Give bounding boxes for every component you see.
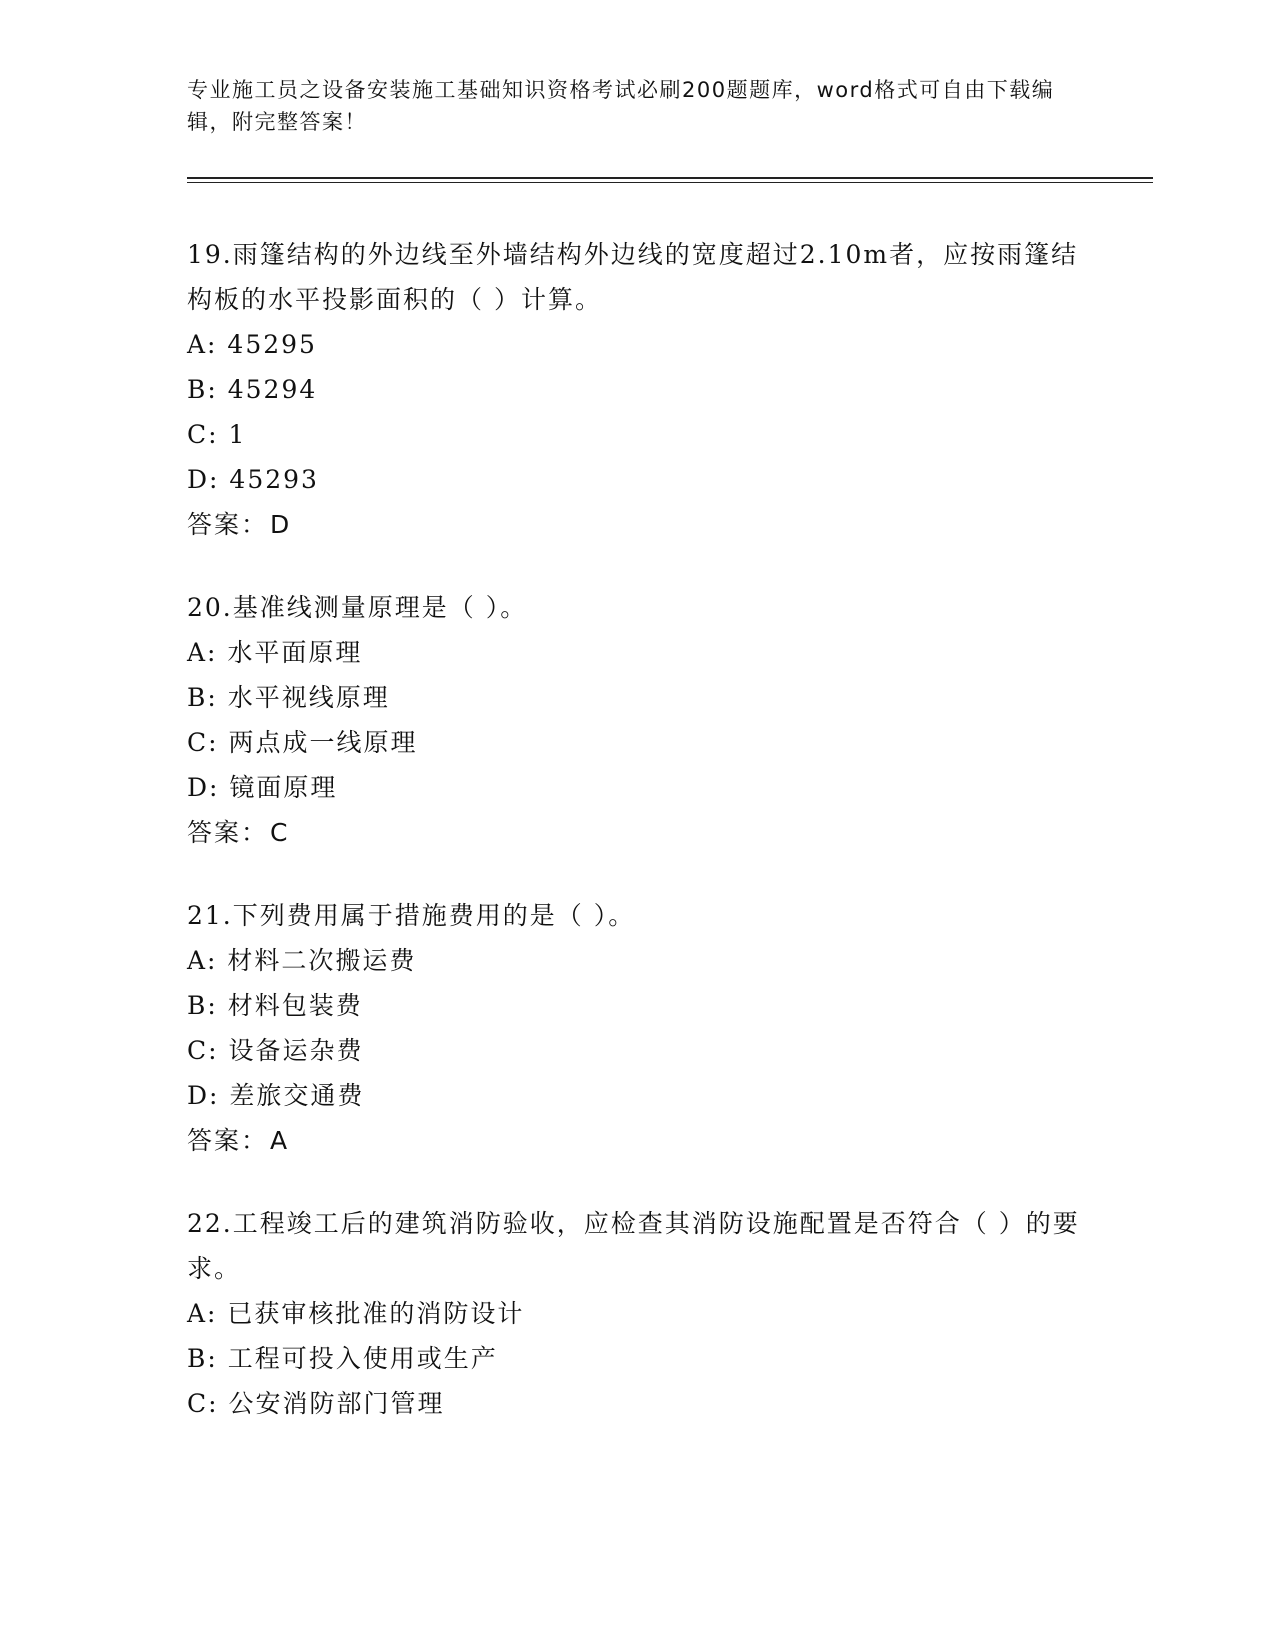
question-22 [187,1201,1087,1426]
option-c: C: 两点成一线原理 [187,728,418,757]
answer-line [187,502,1087,547]
option-a: A: 45295 [187,330,317,359]
answer-value: D [270,510,292,539]
option-c: C: 设备运杂费 [187,1036,364,1065]
option-a: A: 已获审核批准的消防设计 [187,1299,525,1328]
question-stem: 20.基准线测量原理是（ ）。 [187,593,528,622]
header-rule-thin [187,182,1153,183]
option-c: C: 公安消防部门管理 [187,1389,445,1418]
question-20 [187,585,1087,855]
option-b: B: 45294 [187,375,318,404]
answer-line [187,810,1087,855]
document-header: 专业施工员之设备安装施工基础知识资格考试必刷200题题库，word格式可自由下载编辑，附完整答案！ [187,78,1055,134]
option-d: D: 差旅交通费 [187,1081,365,1110]
question-stem: 21.下列费用属于措施费用的是（ ）。 [187,901,636,930]
option-b: B: 水平视线原理 [187,683,390,712]
question-stem: 22.工程竣工后的建筑消防验收，应检查其消防设施配置是否符合（ ）的要求。 [187,1209,1080,1283]
answer-value: C [270,818,290,847]
option-b: B: 工程可投入使用或生产 [187,1344,498,1373]
answer-value: A [270,1126,290,1155]
option-c: C: 1 [187,420,247,449]
option-d: D: 45293 [187,465,319,494]
option-b: B: 材料包装费 [187,991,363,1020]
answer-label: 答案： [187,1126,269,1155]
option-a: A: 水平面原理 [187,638,363,667]
question-stem: 19.雨篷结构的外边线至外墙结构外边线的宽度超过2.10m者，应按雨篷结构板的水平投影面积的（ ）计算。 [187,240,1079,314]
question-19 [187,232,1087,547]
option-d: D: 镜面原理 [187,773,338,802]
answer-label: 答案： [187,510,269,539]
question-21 [187,893,1087,1163]
question-list [187,232,1087,1464]
answer-line [187,1118,1087,1163]
answer-label: 答案： [187,818,269,847]
option-a: A: 材料二次搬运费 [187,946,417,975]
header-rule-thick [187,177,1153,179]
